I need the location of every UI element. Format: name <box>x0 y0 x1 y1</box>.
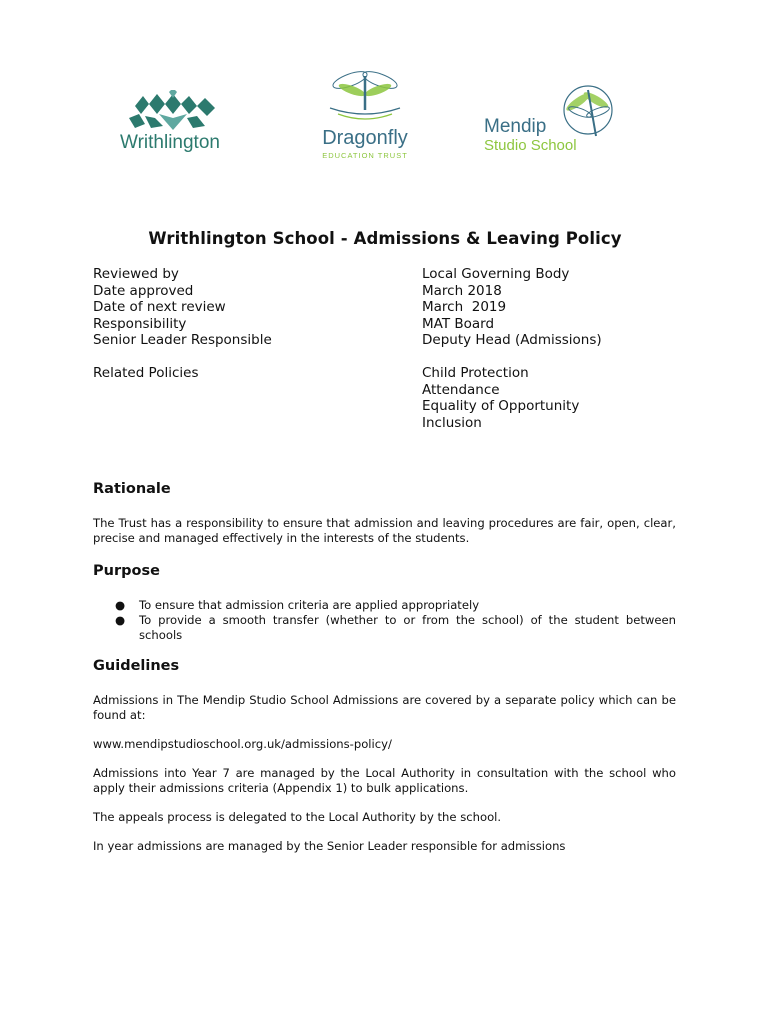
svg-text:Writhlington: Writhlington <box>120 132 220 153</box>
mendip-emblem-icon <box>478 78 628 162</box>
policy-metadata <box>93 266 693 349</box>
bullet-icon: ● <box>115 598 126 612</box>
purpose-item-text: To ensure that admission criteria are applied appropriately <box>139 598 480 612</box>
rationale-heading: Rationale <box>93 481 171 497</box>
related-policies-label: Related Policies <box>93 365 199 381</box>
admissions-policy-link[interactable]: www.mendipstudioschool.org.uk/admissions-policy/ <box>93 737 392 751</box>
meta-label: Senior Leader Responsible <box>93 332 272 348</box>
page-title: Writhlington School - Admissions & Leaving Policy <box>148 229 622 248</box>
meta-row-date-approved <box>93 283 693 300</box>
meta-value: Deputy Head (Admissions) <box>422 332 602 348</box>
meta-value: Local Governing Body <box>422 266 570 282</box>
purpose-heading: Purpose <box>93 563 160 579</box>
meta-label: Reviewed by <box>93 266 179 282</box>
related-policy-item: Equality of Opportunity <box>422 398 580 414</box>
meta-value: MAT Board <box>422 315 495 332</box>
meta-label: Date of next review <box>93 299 226 315</box>
rationale-text: The Trust has a responsibility to ensure that admission and leaving procedures are fair, open, clear, precise and managed effectively in the interests of the students. <box>93 516 676 545</box>
meta-row-senior-leader <box>93 332 693 349</box>
writhlington-emblem-icon <box>115 90 235 160</box>
mendip-logo <box>478 78 628 162</box>
guidelines-paragraph-2: Admissions into Year 7 are managed by the Local Authority in consultation with the school who apply their admissions criteria (Appendix 1) to bulk applications. <box>93 766 676 795</box>
guidelines-paragraph-3: The appeals process is delegated to the Local Authority by the school. <box>93 810 502 824</box>
related-policy-item: Child Protection <box>422 365 529 381</box>
meta-row-responsibility <box>93 316 693 333</box>
meta-row-reviewed-by <box>93 266 693 283</box>
purpose-item-text: To provide a smooth transfer (whether to or from the school) of the student between schools <box>139 613 676 642</box>
related-policy-item: Inclusion <box>422 414 482 431</box>
list-item <box>93 598 676 613</box>
guidelines-heading: Guidelines <box>93 658 180 674</box>
meta-value: March 2018 <box>422 282 502 299</box>
meta-label: Date approved <box>93 282 194 299</box>
purpose-list <box>93 598 676 643</box>
guidelines-paragraph-4: In year admissions are managed by the Senior Leader responsible for admissions <box>93 839 566 853</box>
writhlington-logo <box>115 90 235 160</box>
list-item <box>93 613 676 643</box>
logo-header <box>0 60 770 170</box>
meta-label: Responsibility <box>93 315 187 332</box>
svg-text:Studio School: Studio School <box>484 137 577 154</box>
related-policies-list <box>422 365 579 431</box>
svg-text:EDUCATION TRUST: EDUCATION TRUST <box>322 151 408 160</box>
svg-text:Dragonfly: Dragonfly <box>322 127 408 149</box>
meta-row-next-review <box>93 299 693 316</box>
dragonfly-logo <box>310 68 420 164</box>
related-policy-item: Attendance <box>422 381 500 398</box>
meta-value: March 2019 <box>422 299 507 315</box>
bullet-icon: ● <box>115 613 126 627</box>
guidelines-paragraph-1: Admissions in The Mendip Studio School Admissions are covered by a separate policy which can be found at: <box>93 693 676 722</box>
dragonfly-emblem-icon <box>310 68 420 164</box>
svg-text:Mendip: Mendip <box>484 116 547 137</box>
